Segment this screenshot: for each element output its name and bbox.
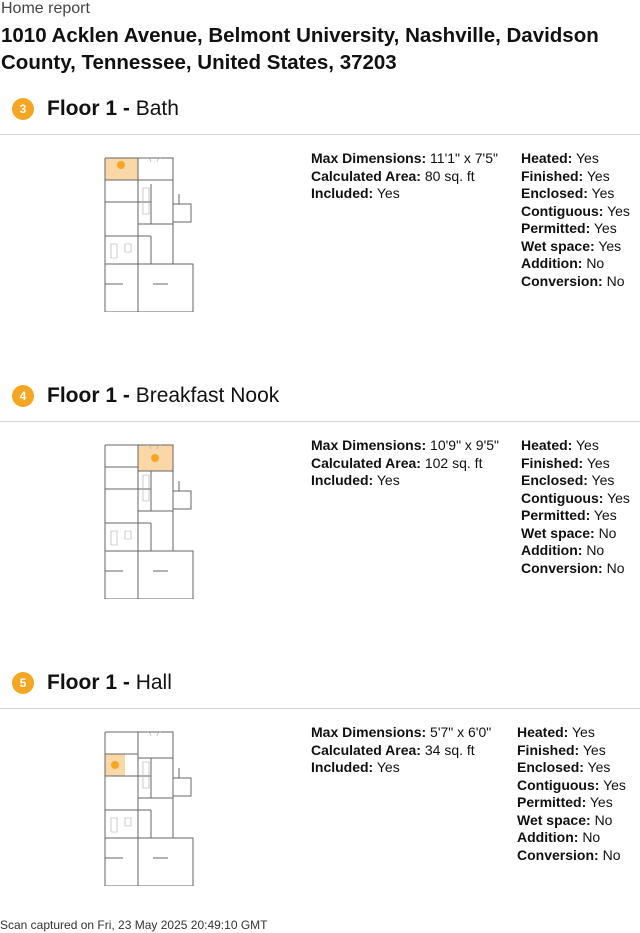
room-attributes — [521, 150, 639, 290]
addition-attr: Addition: No — [521, 255, 605, 271]
section-divider — [0, 134, 640, 135]
wet-space-attr: Wet space: No — [517, 811, 613, 828]
section-divider — [0, 708, 640, 709]
room-name: Bath — [135, 97, 179, 120]
calculated-area: Calculated Area: 102 sq. ft — [311, 454, 483, 471]
included-flag: Included: Yes — [311, 185, 400, 201]
room-number-badge: 5 — [12, 672, 34, 694]
conversion-attr: Conversion: No — [517, 846, 621, 863]
addition-attr: Addition: No — [521, 542, 605, 558]
included-flag: Included: Yes — [311, 759, 400, 775]
floor-plan-drawing — [103, 728, 195, 886]
section-divider — [0, 421, 640, 422]
room-floor: Floor 1 - — [47, 384, 130, 407]
room-header — [0, 96, 640, 136]
contiguous-attr: Contiguous: Yes — [521, 202, 630, 219]
enclosed-attr: Enclosed: Yes — [517, 759, 611, 775]
room-header — [0, 670, 640, 710]
room-title — [47, 383, 279, 409]
floor-plan-drawing — [103, 154, 195, 312]
room-attributes — [521, 437, 639, 577]
conversion-attr: Conversion: No — [521, 272, 625, 289]
finished-attr: Finished: Yes — [517, 741, 606, 758]
included-flag: Included: Yes — [311, 472, 400, 488]
floor-plan-thumbnail — [103, 441, 195, 599]
floor-plan-drawing — [103, 441, 195, 599]
heated-attr: Heated: Yes — [521, 437, 599, 453]
room-floor: Floor 1 - — [47, 97, 130, 120]
permitted-attr: Permitted: Yes — [517, 794, 613, 810]
wet-space-attr: Wet space: Yes — [521, 237, 622, 254]
scan-timestamp: Scan captured on Fri, 23 May 2025 20:49:10 GMT — [0, 918, 268, 932]
max-dimensions: Max Dimensions: 5'7" x 6'0" — [311, 724, 492, 740]
room-marker — [111, 761, 119, 769]
room-floor: Floor 1 - — [47, 671, 130, 694]
contiguous-attr: Contiguous: Yes — [521, 489, 630, 506]
room-measurements — [311, 150, 506, 203]
enclosed-attr: Enclosed: Yes — [521, 185, 615, 201]
room-measurements — [311, 724, 506, 777]
room-name: Breakfast Nook — [135, 384, 280, 407]
max-dimensions: Max Dimensions: 10'9" x 9'5" — [311, 437, 500, 453]
floor-plan-thumbnail — [103, 154, 195, 312]
permitted-attr: Permitted: Yes — [521, 507, 617, 523]
enclosed-attr: Enclosed: Yes — [521, 472, 615, 488]
room-number-badge: 3 — [12, 98, 34, 120]
room-measurements — [311, 437, 506, 490]
wet-space-attr: Wet space: No — [521, 524, 617, 541]
floor-plan-thumbnail — [103, 728, 195, 886]
addition-attr: Addition: No — [517, 829, 601, 845]
room-title — [47, 96, 179, 122]
room-marker — [117, 161, 125, 169]
room-attributes — [517, 724, 635, 864]
room-title — [47, 670, 172, 696]
permitted-attr: Permitted: Yes — [521, 220, 617, 236]
finished-attr: Finished: Yes — [521, 454, 610, 471]
property-address: 1010 Acklen Avenue, Belmont University, Nashville, Davidson County, Tennessee, United States, 37203 — [1, 24, 599, 74]
heated-attr: Heated: Yes — [517, 724, 595, 740]
finished-attr: Finished: Yes — [521, 167, 610, 184]
calculated-area: Calculated Area: 80 sq. ft — [311, 167, 475, 184]
max-dimensions: Max Dimensions: 11'1" x 7'5" — [311, 150, 498, 166]
contiguous-attr: Contiguous: Yes — [517, 776, 626, 793]
room-name: Hall — [135, 671, 172, 694]
room-header — [0, 383, 640, 423]
report-label: Home report — [1, 0, 90, 17]
heated-attr: Heated: Yes — [521, 150, 599, 166]
calculated-area: Calculated Area: 34 sq. ft — [311, 741, 475, 758]
room-number-badge: 4 — [12, 385, 34, 407]
conversion-attr: Conversion: No — [521, 559, 625, 576]
room-marker — [151, 454, 159, 462]
